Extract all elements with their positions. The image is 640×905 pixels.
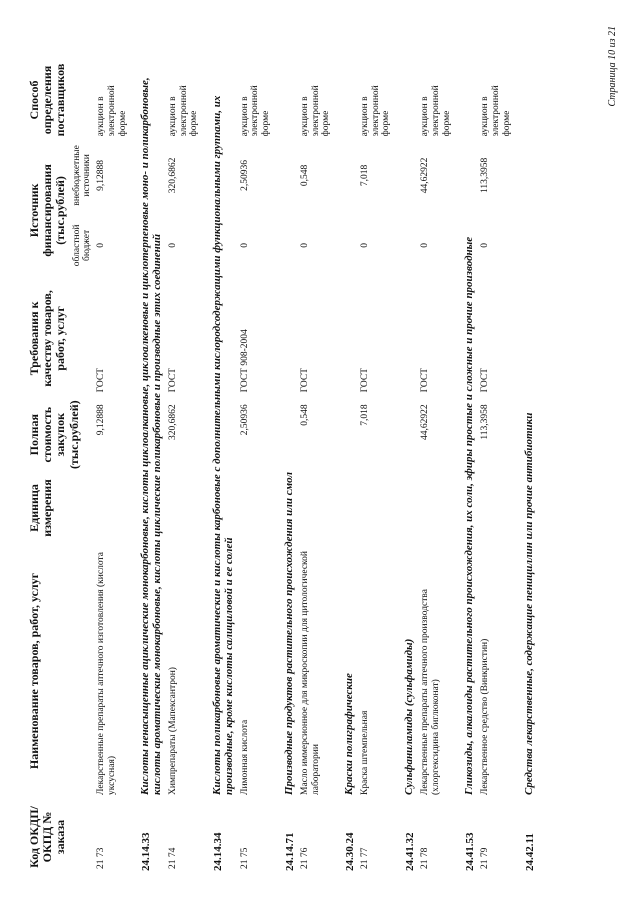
item-requirements: ГОСТ [360, 368, 371, 393]
header-financing-regional: областной бюджет [71, 224, 92, 267]
header-financing: Источник финансирования (тыс.рублей) [27, 164, 68, 257]
category-title: Кислоты ненасыщенные ациклические монокарбоновые, кислоты циклоалкановые, циклоалкеновые и циклотерпеновые моно- и поликарбоновые, кислоты ароматические монокарбоновые, кислоты циклические поликарбоновые и производные этих соединений [139, 77, 164, 795]
item-requirements: ГОСТ [168, 368, 179, 393]
item-unit [298, 473, 338, 543]
item-financing-regional: 0 [96, 243, 107, 248]
item-name: Лекарственные препараты аптечного производства (хлоргексидина биглюконат) [420, 589, 441, 795]
item-unit [478, 473, 518, 543]
table-row [238, 60, 278, 875]
item-code: 21 79 [480, 847, 491, 869]
item-requirements: ГОСТ [299, 368, 310, 393]
item-unit [94, 473, 134, 543]
item-financing-regional: 0 [360, 243, 371, 248]
item-requirements: ГОСТ [96, 368, 107, 393]
item-cost: 113,3958 [480, 404, 491, 440]
item-financing-regional: 0 [239, 243, 250, 248]
item-name: Лимонная кислота [239, 719, 250, 795]
item-method: аукцион в электронной форме [299, 85, 332, 137]
item-financing-regional: 0 [168, 243, 179, 248]
header-row [26, 60, 70, 875]
item-code: 21 76 [299, 847, 310, 869]
category-code: 24.14.34 [211, 832, 224, 871]
header-cost: Полная стоимость закупок (тыс.рублей) [27, 400, 81, 469]
table-row [358, 60, 398, 875]
item-name: Лекарственные препараты аптечного изготовления (кислота уксусная) [96, 552, 118, 795]
header-financing-extra: внебюджетные источники [71, 145, 92, 206]
table-row [478, 60, 518, 875]
item-unit [166, 473, 206, 543]
item-method: аукцион в электронной форме [96, 85, 128, 137]
header-unit: Единица измерения [27, 479, 55, 537]
item-financing-regional: 0 [420, 243, 431, 248]
item-method: аукцион в электронной форме [420, 85, 452, 137]
category-row [134, 60, 166, 875]
item-name: Лекарственное средство (Винкристин) [480, 638, 491, 795]
item-financing-regional: 0 [299, 243, 310, 248]
item-method: аукцион в электронной форме [239, 85, 271, 137]
category-code: 24.14.71 [283, 832, 296, 871]
item-financing-regional: 0 [480, 243, 491, 248]
table-body [94, 60, 538, 875]
category-code: 24.30.24 [343, 832, 356, 871]
item-name: Химпрепараты (Мапексантрон) [168, 667, 179, 795]
item-code: 21 74 [168, 847, 179, 869]
table-row [166, 60, 206, 875]
category-title: Краски полиграфические [342, 673, 355, 795]
item-financing-extra: 7,018 [360, 164, 371, 187]
page-footer: Страница 10 из 21 [607, 26, 618, 107]
procurement-table [26, 60, 539, 875]
item-financing-extra: 9,12888 [96, 159, 107, 191]
header-method: Способ определения поставщиков [27, 63, 68, 137]
item-requirements: ГОСТ [480, 368, 491, 393]
item-cost: 2,50936 [239, 404, 250, 436]
item-financing-extra: 0,548 [299, 164, 310, 187]
category-code: 24.41.53 [464, 832, 477, 871]
item-cost: 320,6862 [168, 404, 179, 441]
header-requirements: Требования к качеству товаров, работ, услуг [27, 290, 68, 387]
item-requirements: ГОСТ [420, 368, 431, 393]
item-unit [418, 473, 458, 543]
item-financing-extra: 2,50936 [239, 159, 250, 191]
item-unit [238, 473, 278, 543]
item-financing-extra: 113,3958 [480, 157, 491, 194]
header-name: Наименование товаров, работ, услуг [27, 572, 41, 770]
item-method: аукцион в электронной форме [480, 85, 512, 137]
table-row [298, 60, 338, 875]
header-code: Код ОКДП/ ОКПД № заказа [27, 806, 68, 868]
item-code: 21 78 [420, 847, 431, 869]
category-title: Сульфаниламиды (сульфамиды) [402, 638, 415, 795]
item-cost: 9,12888 [96, 404, 107, 436]
table-row [94, 60, 134, 875]
item-cost: 7,018 [360, 404, 371, 426]
item-method: аукцион в электронной форме [168, 85, 200, 137]
item-requirements: ГОСТ 908-2004 [239, 329, 250, 393]
item-unit [358, 473, 398, 543]
item-financing-extra: 320,6862 [168, 157, 179, 194]
category-row [338, 60, 358, 875]
category-row [458, 60, 478, 875]
item-code: 21 77 [360, 847, 371, 869]
category-title: Средства лекарственные, содержащие пенициллин или прочие антибиотики [523, 412, 536, 795]
item-name: Масло иммерсионное для микроскопии для цитологической лаборатории [299, 550, 321, 795]
category-code: 24.42.11 [524, 833, 537, 871]
category-row [206, 60, 238, 875]
category-title: Кислоты поликарбоновые ароматические и кислоты карбоновые с дополнительными кислородсодержащими функциональными группами, их производные, кроме кислоты салициловой и ее солей [210, 95, 235, 795]
item-financing-extra: 44,62922 [420, 157, 431, 194]
category-row [278, 60, 298, 875]
category-title: Производные продуктов растительного происхождения или смол [282, 471, 295, 795]
category-row [518, 60, 538, 875]
item-cost: 0,548 [299, 404, 310, 426]
item-method: аукцион в электронной форме [360, 85, 392, 137]
category-code: 24.41.32 [403, 832, 416, 871]
category-title: Гликозиды, алкалоиды растительного происхождения, их соли, эфиры простые и сложные и прочие производные [463, 236, 476, 795]
item-code: 21 73 [96, 847, 107, 869]
item-name: Краска штемпельная [360, 710, 371, 795]
category-row [398, 60, 418, 875]
item-cost: 44,62922 [420, 404, 431, 441]
category-code: 24.14.33 [140, 832, 153, 871]
item-code: 21 75 [239, 847, 250, 869]
table-row [418, 60, 458, 875]
